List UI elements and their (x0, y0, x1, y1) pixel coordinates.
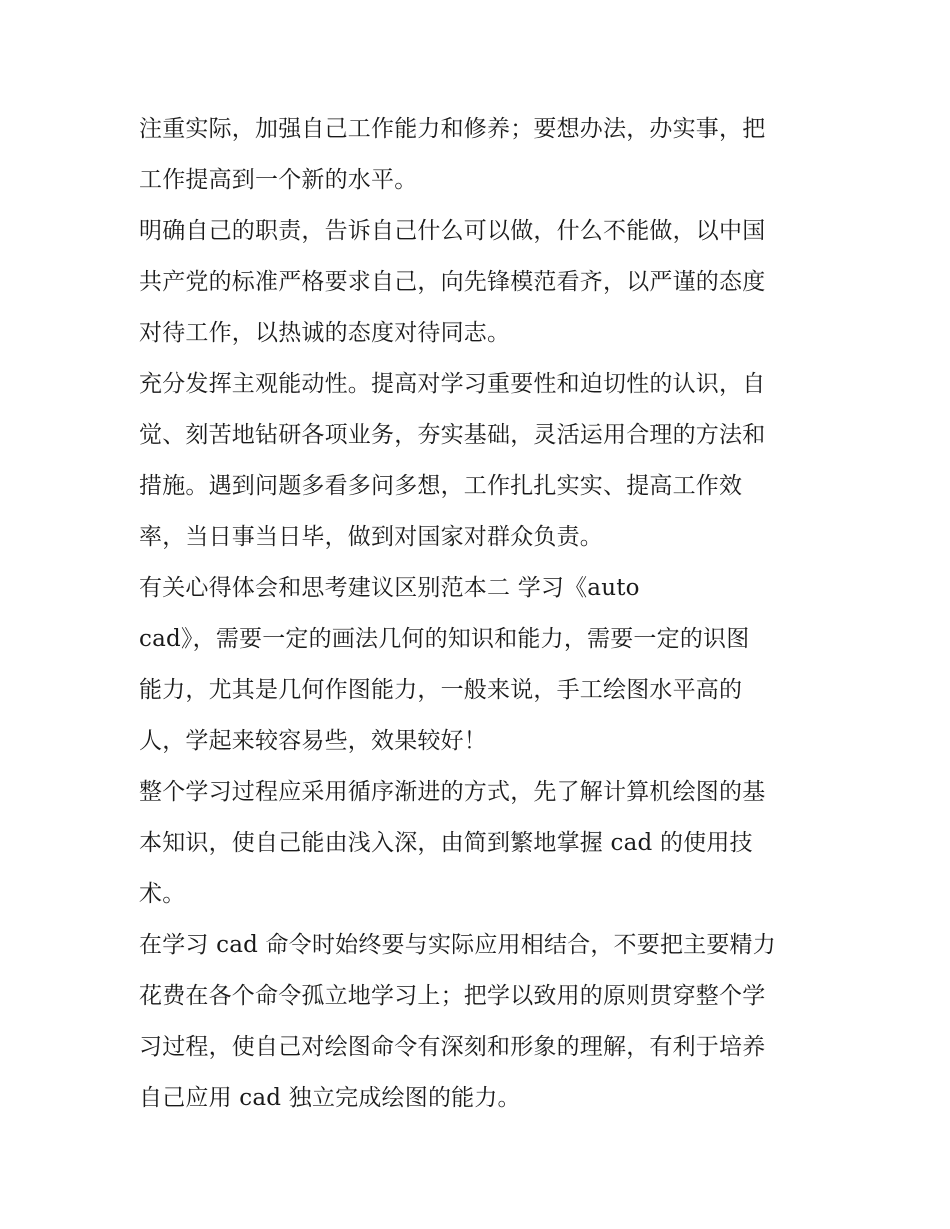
text-line: 觉、刻苦地钻研各项业务，夯实基础，灵活运用合理的方法和 (139, 422, 766, 448)
text-line: 工作提高到一个新的水平。 (139, 167, 418, 193)
text-line: cad》，需要一定的画法几何的知识和能力，需要一定的识图 (139, 626, 750, 652)
text-line: 率，当日事当日毕，做到对国家对群众负责。 (139, 524, 603, 550)
text-line: 能力，尤其是几何作图能力，一般来说，手工绘图水平高的 (139, 677, 743, 703)
text-line: 术。 (139, 881, 186, 907)
text-line: 花费在各个命令孤立地学习上；把学以致用的原则贯穿整个学 (139, 983, 766, 1009)
text-line: 在学习 cad 命令时始终要与实际应用相结合，不要把主要精力 (139, 932, 776, 958)
text-line: 有关心得体会和思考建议区别范本二 学习《auto (139, 575, 640, 601)
text-line: 对待工作，以热诚的态度对待同志。 (139, 320, 511, 346)
text-line: 共产党的标准严格要求自己，向先锋模范看齐，以严谨的态度 (139, 269, 766, 295)
text-line: 习过程，使自己对绘图命令有深刻和形象的理解，有利于培养 (139, 1034, 766, 1060)
document-body (139, 104, 813, 1124)
text-line: 自己应用 cad 独立完成绘图的能力。 (139, 1085, 521, 1111)
text-line: 人，学起来较容易些，效果较好！ (139, 728, 487, 754)
text-line: 明确自己的职责，告诉自己什么可以做，什么不能做，以中国 (139, 218, 766, 244)
text-line: 整个学习过程应采用循序渐进的方式，先了解计算机绘图的基 (139, 779, 766, 805)
text-line: 注重实际，加强自己工作能力和修养；要想办法，办实事，把 (139, 116, 766, 142)
text-line: 本知识，使自己能由浅入深，由简到繁地掌握 cad 的使用技 (139, 830, 753, 856)
text-line: 充分发挥主观能动性。提高对学习重要性和迫切性的认识，自 (139, 371, 766, 397)
text-line: 措施。遇到问题多看多问多想，工作扎扎实实、提高工作效 (139, 473, 743, 499)
